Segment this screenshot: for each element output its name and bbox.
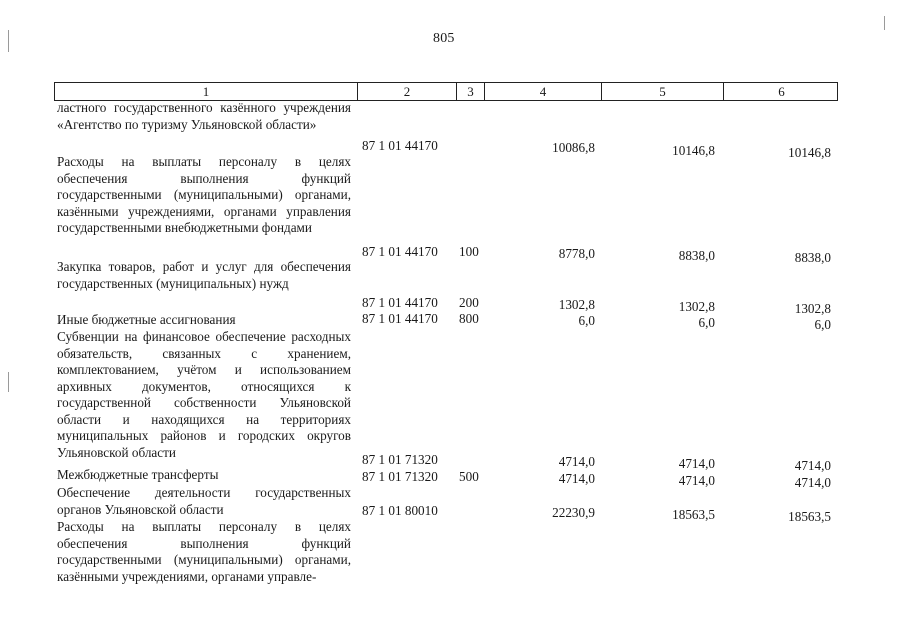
row-description: Расходы на выплаты персоналу в целях обеспечения выполнения функций государственными (муниципальными) органами, казёнными учреждениями, органами управления государственными внебюджетными фондами	[57, 154, 351, 235]
row-code: 87 1 01 44170	[362, 311, 438, 326]
row-value-col6: 18563,5	[788, 509, 831, 524]
scan-artifact	[8, 372, 9, 392]
row-value-col6: 4714,0	[794, 458, 831, 473]
row-code: 87 1 01 80010	[362, 503, 438, 518]
row-value-col4: 1302,8	[558, 297, 595, 312]
row-type: 500	[459, 469, 479, 484]
scan-artifact	[884, 16, 885, 30]
row-value-col5: 1302,8	[678, 299, 715, 314]
row-code: 87 1 01 44170	[362, 138, 438, 153]
row-value-col5: 10146,8	[672, 143, 715, 158]
column-header-4: 4	[484, 83, 601, 100]
row-value-col6: 1302,8	[794, 301, 831, 316]
row-value-col4: 4714,0	[558, 471, 595, 486]
row-code: 87 1 01 71320	[362, 469, 438, 484]
row-description: Иные бюджетные ассигнования	[57, 312, 236, 327]
row-value-col4: 10086,8	[552, 140, 595, 155]
row-value-col6: 10146,8	[788, 145, 831, 160]
row-description: Расходы на выплаты персоналу в целях обеспечения выполнения функций государственными (муниципальными) органами, казёнными учреждениями, органами управле-	[57, 519, 351, 584]
row-description: ластного государственного казённого учреждения «Агентство по туризму Ульяновской области»	[57, 100, 351, 132]
row-value-col5: 4714,0	[678, 456, 715, 471]
column-header-3: 3	[456, 83, 484, 100]
row-value-col6: 6,0	[814, 317, 831, 332]
column-header-2: 2	[357, 83, 456, 100]
row-description: Закупка товаров, работ и услуг для обеспечения государственных (муниципальных) нужд	[57, 259, 351, 291]
row-value-col6: 8838,0	[794, 250, 831, 265]
row-value-col6: 4714,0	[794, 475, 831, 490]
table-header-row	[54, 82, 838, 101]
row-type: 100	[459, 244, 479, 259]
row-value-col4: 6,0	[578, 313, 595, 328]
row-code: 87 1 01 44170	[362, 244, 438, 259]
row-value-col4: 8778,0	[558, 246, 595, 261]
row-value-col5: 18563,5	[672, 507, 715, 522]
row-value-col5: 6,0	[698, 315, 715, 330]
column-header-6: 6	[723, 83, 839, 100]
row-code: 87 1 01 71320	[362, 452, 438, 467]
row-description: Обеспечение деятельности государственных органов Ульяновской области	[57, 485, 351, 517]
row-value-col4: 4714,0	[558, 454, 595, 469]
page-number: 805	[433, 31, 455, 46]
row-value-col5: 8838,0	[678, 248, 715, 263]
row-type: 200	[459, 295, 479, 310]
scan-artifact	[8, 30, 9, 52]
row-type: 800	[459, 311, 479, 326]
row-description: Субвенции на финансовое обеспечение расходных обязательств, связанных с хранением, комплектованием, учётом и использованием архивных документов, относящихся к государственной собственности Ульяновской области и находящихся на территориях муниципальных районов и городских округов Ульяновской области	[57, 329, 351, 460]
row-code: 87 1 01 44170	[362, 295, 438, 310]
row-value-col5: 4714,0	[678, 473, 715, 488]
row-value-col4: 22230,9	[552, 505, 595, 520]
column-header-1: 1	[202, 84, 210, 99]
row-description: Межбюджетные трансферты	[57, 467, 219, 482]
column-header-5: 5	[601, 83, 723, 100]
